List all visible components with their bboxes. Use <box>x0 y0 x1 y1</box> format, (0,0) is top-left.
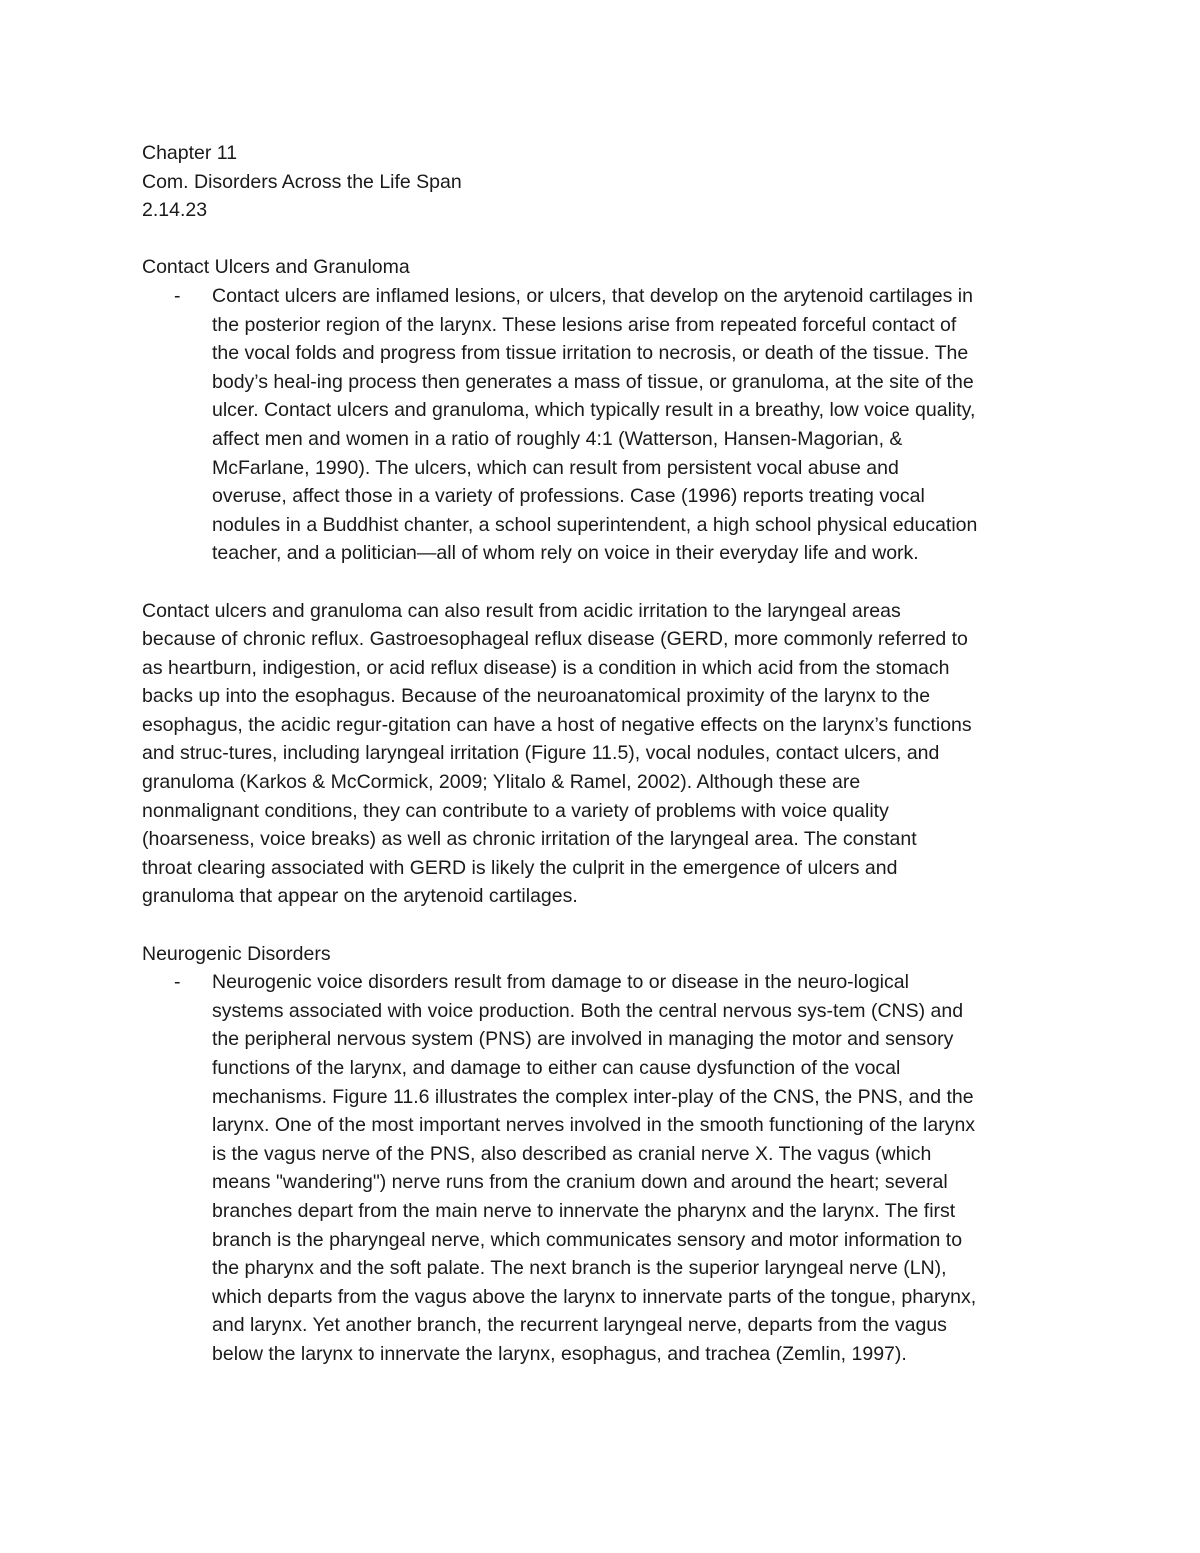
text-line: Contact ulcers and granuloma can also result from acidic irritation to the laryngeal areas <box>142 599 901 622</box>
document-page <box>142 139 1072 1369</box>
text-line: backs up into the esophagus. Because of the neuroanatomical proximity of the larynx to the <box>142 685 931 708</box>
body-paragraph-reflux <box>142 597 1072 912</box>
chapter-title: Chapter 11 <box>142 142 238 164</box>
text-line: mechanisms. Figure 11.6 illustrates the complex inter-play of the CNS, the PNS, and the <box>212 1085 974 1108</box>
text-line: ulcer. Contact ulcers and granuloma, which typically result in a breathy, low voice quality, <box>212 399 976 422</box>
text-line: granuloma (Karkos & McCormick, 2009; Ylitalo & Ramel, 2002). Although these are <box>142 771 861 794</box>
text-line: nonmalignant conditions, they can contribute to a variety of problems with voice quality <box>142 799 889 822</box>
text-line: Neurogenic voice disorders result from damage to or disease in the neuro-logical <box>212 971 909 994</box>
text-line: (hoarseness, voice breaks) as well as chronic irritation of the laryngeal area. The constant <box>142 828 917 851</box>
text-line: means "wandering") nerve runs from the cranium down and around the heart; several <box>212 1171 948 1194</box>
text-line: because of chronic reflux. Gastroesophageal reflux disease (GERD, more commonly referred to <box>142 628 968 651</box>
course-title: Com. Disorders Across the Life Span <box>142 170 462 193</box>
text-line: granuloma that appear on the arytenoid cartilages. <box>142 885 578 908</box>
spacer <box>142 225 1072 254</box>
text-line: throat clearing associated with GERD is likely the culprit in the emergence of ulcers and <box>142 856 898 879</box>
text-line: overuse, affect those in a variety of professions. Case (1996) reports treating vocal <box>212 485 925 508</box>
bullet-item-contact-ulcers <box>142 282 1072 568</box>
text-line: affect men and women in a ratio of roughly 4:1 (Watterson, Hansen-Magorian, & <box>212 427 903 450</box>
text-line: and larynx. Yet another branch, the recurrent laryngeal nerve, departs from the vagus <box>212 1314 947 1337</box>
text-line: below the larynx to innervate the larynx, esophagus, and trachea (Zemlin, 1997). <box>212 1342 907 1365</box>
section-heading-contact-ulcers: Contact Ulcers and Granuloma <box>142 256 410 279</box>
date-line: 2.14.23 <box>142 199 208 222</box>
bullet-item-neurogenic <box>142 968 1072 1368</box>
text-line: functions of the larynx, and damage to either can cause dysfunction of the vocal <box>212 1057 901 1079</box>
text-line: branches depart from the main nerve to innervate the pharynx and the larynx. The first <box>212 1199 956 1222</box>
text-line: branch is the pharyngeal nerve, which communicates sensory and motor information to <box>212 1228 963 1251</box>
text-line: the vocal folds and progress from tissue irritation to necrosis, or death of the tissue. The <box>212 342 969 365</box>
text-line: nodules in a Buddhist chanter, a school superintendent, a high school physical education <box>212 513 978 536</box>
text-line: larynx. One of the most important nerves involved in the smooth functioning of the larynx <box>212 1114 976 1137</box>
text-line: teacher, and a politician—all of whom rely on voice in their everyday life and work. <box>212 542 919 565</box>
text-line: Contact ulcers are inflamed lesions, or ulcers, that develop on the arytenoid cartilages in <box>212 284 973 307</box>
text-line: esophagus, the acidic regur-gitation can have a host of negative effects on the larynx’s functions <box>142 713 972 736</box>
bullet-dash: - <box>174 284 181 307</box>
text-line: systems associated with voice production. Both the central nervous sys-tem (CNS) and <box>212 999 964 1022</box>
spacer <box>142 568 1072 597</box>
text-line: which departs from the vagus above the larynx to innervate parts of the tongue, pharynx, <box>212 1285 977 1308</box>
text-line: the peripheral nervous system (PNS) are involved in managing the motor and sensory <box>212 1028 954 1051</box>
spacer <box>142 911 1072 940</box>
text-line: the posterior region of the larynx. These lesions arise from repeated forceful contact of <box>212 313 957 336</box>
text-line: McFarlane, 1990). The ulcers, which can result from persistent vocal abuse and <box>212 456 899 479</box>
bullet-dash: - <box>174 971 181 994</box>
text-line: the pharynx and the soft palate. The next branch is the superior laryngeal nerve (LN), <box>212 1257 947 1280</box>
section-heading-neurogenic: Neurogenic Disorders <box>142 942 331 965</box>
text-line: as heartburn, indigestion, or acid reflux disease) is a condition in which acid from the stomach <box>142 656 950 679</box>
text-line: is the vagus nerve of the PNS, also described as cranial nerve X. The vagus (which <box>212 1142 932 1165</box>
text-line: body’s heal-ing process then generates a mass of tissue, or granuloma, at the site of the <box>212 370 974 393</box>
text-line: and struc-tures, including laryngeal irritation (Figure 11.5), vocal nodules, contact ulcers, and <box>142 742 940 765</box>
